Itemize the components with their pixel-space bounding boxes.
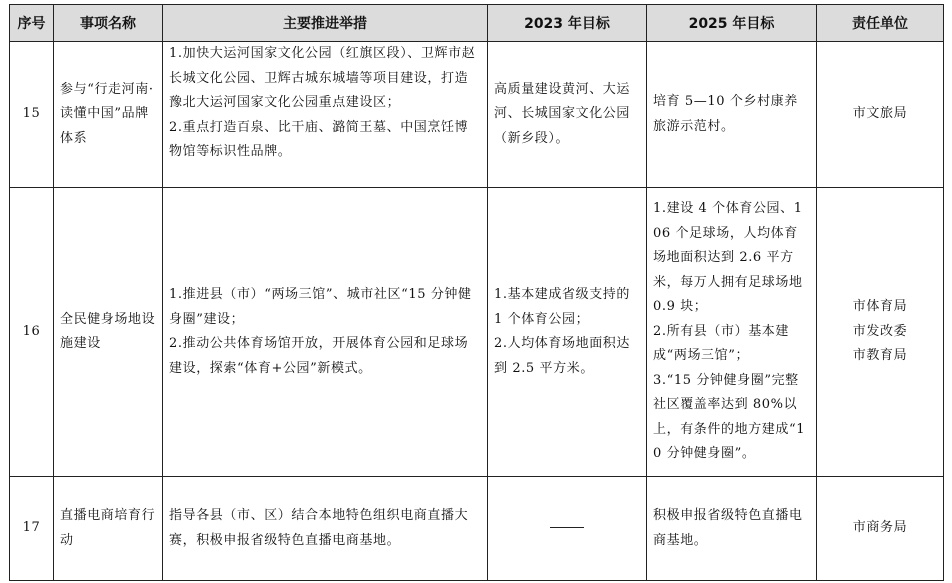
goal-2025-line: 积极申报省级特色直播电商基地。	[653, 508, 803, 548]
table-row	[10, 477, 944, 581]
header-goal-2025: 2025 年目标	[647, 5, 817, 42]
targets-table	[9, 4, 944, 581]
unit-line: 市发改委	[852, 323, 908, 339]
row-goal-2023	[488, 188, 647, 477]
row-goal-2023	[488, 42, 647, 188]
row-goal-2025	[647, 188, 817, 477]
row-unit	[817, 188, 944, 477]
row-measures	[163, 188, 488, 477]
row-goal-2025	[647, 42, 817, 188]
unit-line: 市教育局	[852, 348, 908, 364]
row-unit	[817, 477, 944, 581]
goal-2025-line: 培育 5—10 个乡村康养旅游示范村。	[653, 94, 798, 134]
empty-dash	[550, 527, 584, 528]
measure-line: 1.加快大运河国家文化公园（红旗区段）、卫辉市赵长城文化公园、卫辉古城东城墙等项目建设，打造豫北大运河国家文化公园重点建设区；	[169, 46, 476, 110]
goal-2023-line: 1.基本建成省级支持的 1 个体育公园；	[494, 287, 631, 327]
measure-line: 1.推进县（市）“两场三馆”、城市社区“15 分钟健身圈”建设；	[169, 287, 472, 327]
row-goal-2025	[647, 477, 817, 581]
header-item: 事项名称	[54, 5, 163, 42]
header-goal-2023: 2023 年目标	[488, 5, 647, 42]
table-row	[10, 42, 944, 188]
measure-line: 2.推动公共体育场馆开放，开展体育公园和足球场建设，探索“体育+公园”新模式。	[169, 336, 469, 376]
goal-2025-line: 1.建设 4 个体育公园、106 个足球场，人均体育场地面积达到 2.6 平方米，每万人拥有足球场地 0.9 块；	[653, 201, 803, 315]
row-no: 16	[10, 188, 54, 477]
header-row	[10, 5, 944, 42]
measure-line: 2.重点打造百泉、比干庙、潞简王墓、中国烹饪博物馆等标识性品牌。	[169, 119, 469, 159]
goal-2023-line: 高质量建设黄河、大运河、长城国家文化公园（新乡段）。	[494, 81, 631, 146]
row-no: 17	[10, 477, 54, 581]
measure-line: 指导各县（市、区）结合本地特色组织电商直播大赛，积极申报省级特色直播电商基地。	[169, 508, 469, 548]
goal-2025-line: 3.“15 分钟健身圈”完整社区覆盖率达到 80%以上，有条件的地方建成“10 分钟健身圈”。	[653, 372, 806, 462]
row-unit	[817, 42, 944, 188]
header-unit: 责任单位	[817, 5, 944, 42]
unit-line: 市文旅局	[852, 106, 908, 122]
row-measures	[163, 477, 488, 581]
row-measures	[163, 42, 488, 188]
goal-2023-line: 2.人均体育场地面积达到 2.5 平方米。	[494, 336, 631, 376]
goal-2025-line: 2.所有县（市）基本建成“两场三馆”；	[653, 323, 790, 364]
row-goal-2023	[488, 477, 647, 581]
unit-line: 市商务局	[852, 520, 908, 536]
row-item: 直播电商培育行动	[54, 477, 163, 581]
row-no: 15	[10, 42, 54, 188]
table-row	[10, 188, 944, 477]
row-item: 参与“行走河南·读懂中国”品牌体系	[54, 42, 163, 188]
header-no: 序号	[10, 5, 54, 42]
row-item: 全民健身场地设施建设	[54, 188, 163, 477]
header-measures: 主要推进举措	[163, 5, 488, 42]
unit-line: 市体育局	[852, 299, 908, 315]
